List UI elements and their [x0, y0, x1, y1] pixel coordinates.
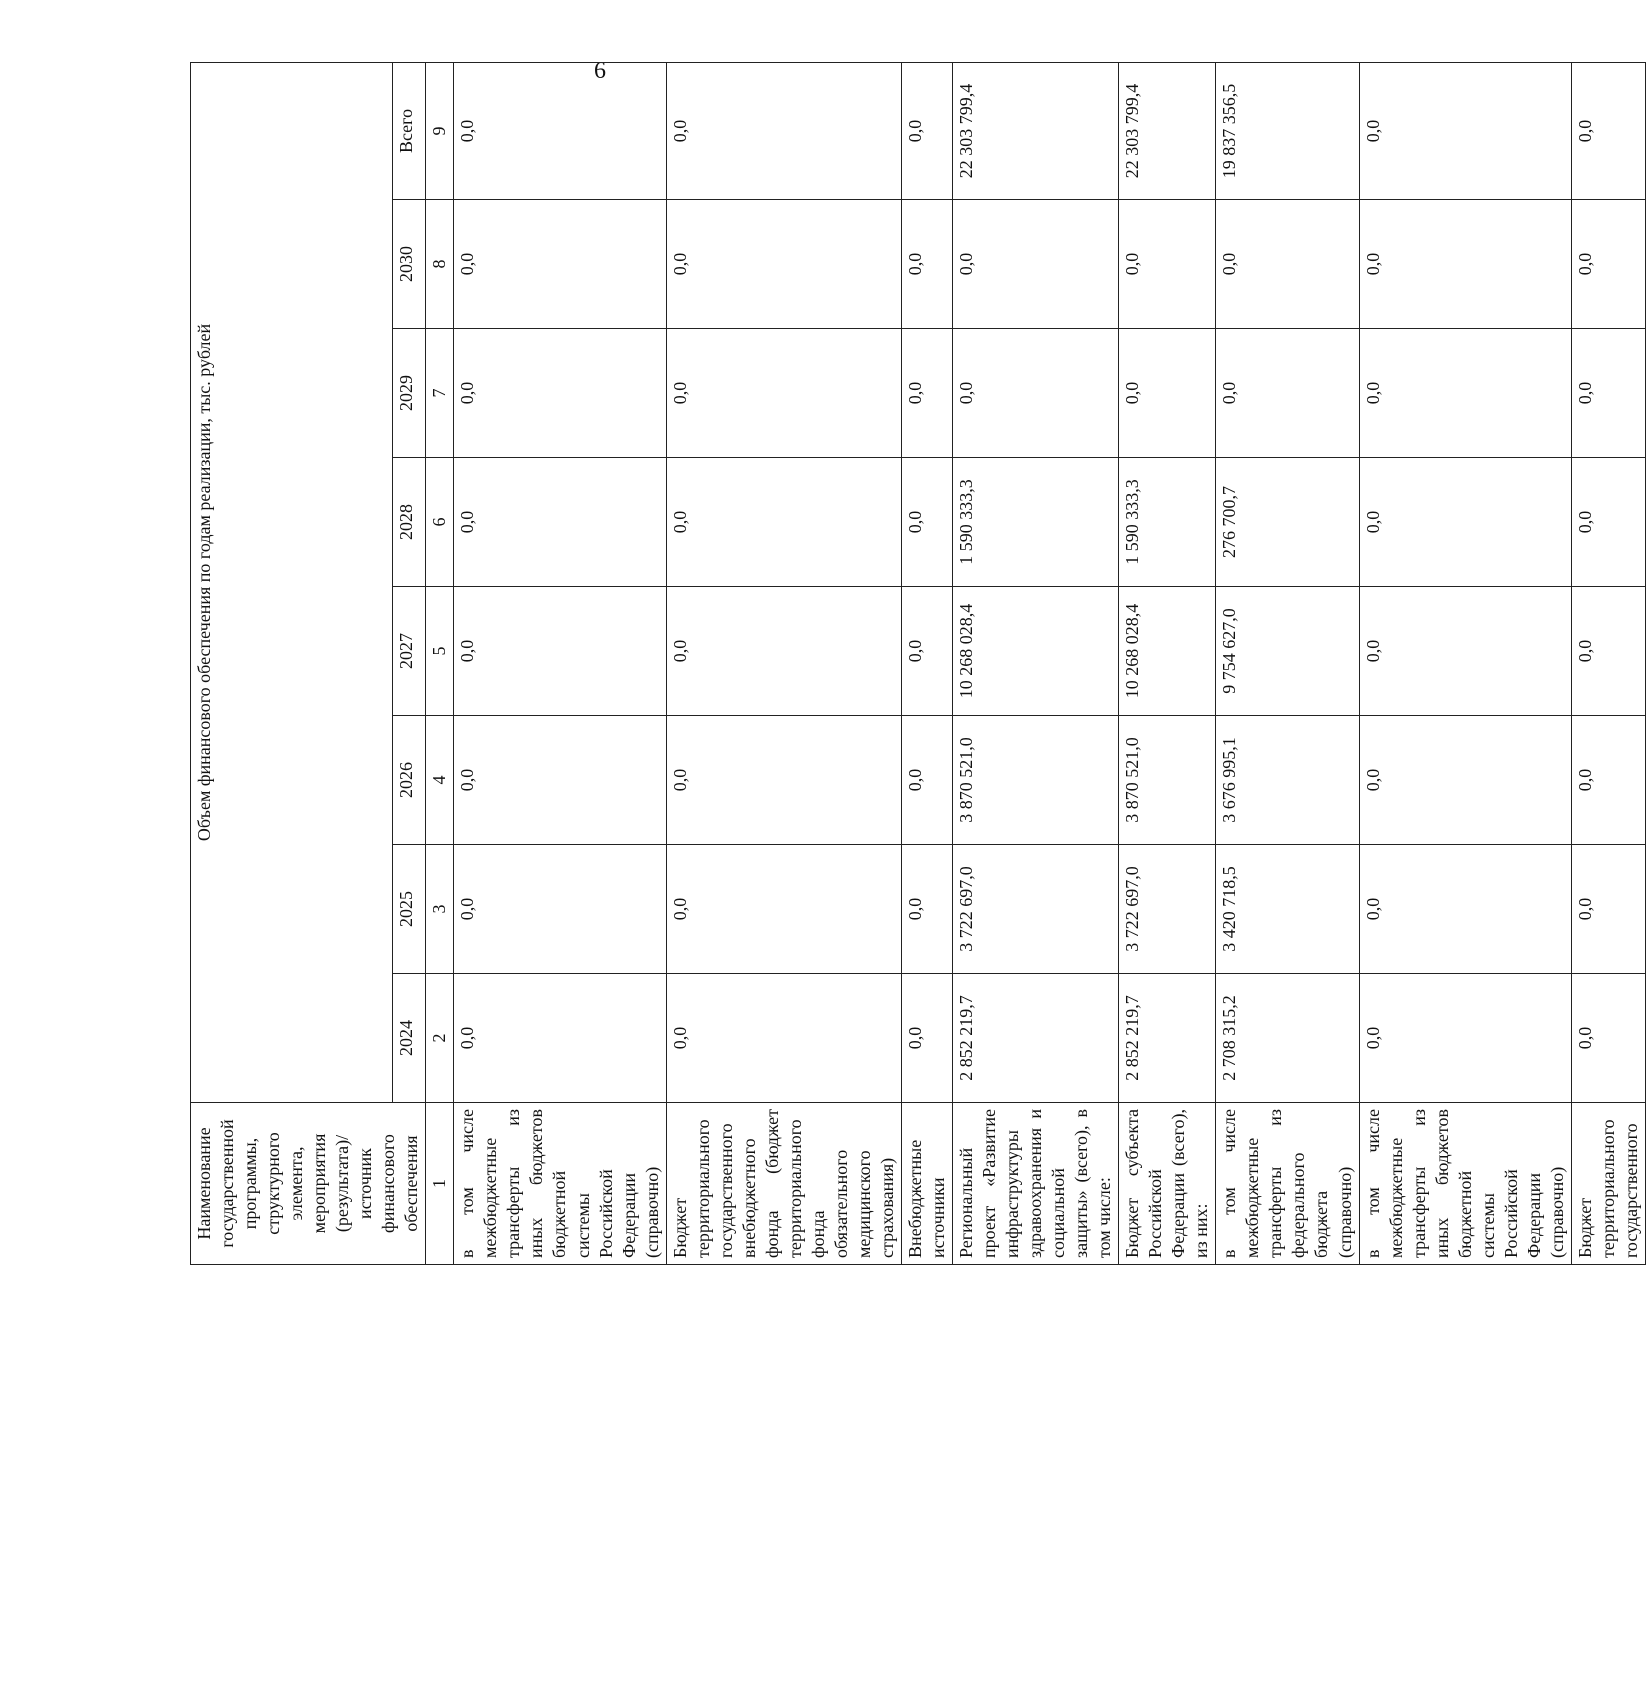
value-cell: 0,0 [454, 587, 666, 716]
value-cell: 276 700,7 [1216, 458, 1359, 587]
year-header: 2024 [392, 974, 426, 1103]
value-cell: 0,0 [454, 458, 666, 587]
row-name: Региональный проект «Развитие инфраструктуры здравоохранения и социальной защиты» (всего), в том числе: [953, 1103, 1119, 1265]
row-name: в том числе межбюджетные трансферты из иных бюджетов бюджетной системы Российской Федерации (справочно) [454, 1103, 666, 1265]
value-cell: 0,0 [454, 329, 666, 458]
value-cell: 0,0 [901, 62, 952, 199]
value-cell: 0,0 [901, 974, 952, 1103]
value-cell: 3 676 995,1 [1216, 716, 1359, 845]
table-row [454, 62, 666, 1264]
value-cell: 0,0 [1119, 329, 1216, 458]
value-cell: 3 870 521,0 [953, 716, 1119, 845]
value-cell: 10 268 028,4 [1119, 587, 1216, 716]
row-name: в том числе межбюджетные трансферты из федерального бюджета (справочно) [1216, 1103, 1359, 1265]
value-cell: 0,0 [901, 716, 952, 845]
value-cell: 0,0 [454, 716, 666, 845]
value-cell: 0,0 [1359, 587, 1571, 716]
value-cell: 22 303 799,4 [1119, 62, 1216, 199]
value-cell: 0,0 [901, 200, 952, 329]
column-number: 6 [426, 458, 454, 587]
value-cell: 0,0 [666, 329, 901, 458]
year-header: 2025 [392, 845, 426, 974]
rotated-table-container [190, 83, 1641, 1265]
year-header: 2029 [392, 329, 426, 458]
column-number: 2 [426, 974, 454, 1103]
year-header: 2027 [392, 587, 426, 716]
value-cell: 3 722 697,0 [1119, 845, 1216, 974]
page-number: 6 [594, 58, 606, 84]
table-row [901, 62, 952, 1264]
value-cell: 0,0 [666, 845, 901, 974]
value-cell: 0,0 [454, 200, 666, 329]
value-cell: 0,0 [666, 716, 901, 845]
value-cell: 0,0 [1359, 329, 1571, 458]
value-cell: 2 852 219,7 [1119, 974, 1216, 1103]
value-cell: 3 722 697,0 [953, 845, 1119, 974]
value-cell: 0,0 [901, 329, 952, 458]
row-name: Бюджет субъекта Российской Федерации (всего), из них: [1119, 1103, 1216, 1265]
value-cell: 0,0 [666, 62, 901, 199]
name-column-header: Наименование государственной программы, структурного элемента, мероприятия (результата)/источник финансового обеспечения [191, 1103, 426, 1265]
row-name: Бюджет территориального государственного [1571, 1103, 1645, 1265]
row-name: Внебюджетные источники [901, 1103, 952, 1265]
total-header: Всего [392, 62, 426, 199]
row-name: Бюджет территориального государственного внебюджетного фонда (бюджет территориального фонда обязательного медицинского страхования) [666, 1103, 901, 1265]
value-cell: 0,0 [1571, 716, 1645, 845]
column-number: 9 [426, 62, 454, 199]
value-cell: 0,0 [1571, 587, 1645, 716]
value-cell: 2 852 219,7 [953, 974, 1119, 1103]
value-cell: 0,0 [1571, 329, 1645, 458]
value-cell: 0,0 [1359, 974, 1571, 1103]
value-cell: 9 754 627,0 [1216, 587, 1359, 716]
column-number-row [426, 62, 454, 1264]
table-row [1216, 62, 1359, 1264]
financing-table [190, 62, 1646, 1265]
value-cell: 0,0 [1216, 200, 1359, 329]
value-cell: 1 590 333,3 [1119, 458, 1216, 587]
column-number: 4 [426, 716, 454, 845]
value-cell: 0,0 [1359, 458, 1571, 587]
value-cell: 0,0 [666, 974, 901, 1103]
year-header: 2028 [392, 458, 426, 587]
value-cell: 0,0 [666, 200, 901, 329]
value-cell: 22 303 799,4 [953, 62, 1119, 199]
row-name: в том числе межбюджетные трансферты из иных бюджетов бюджетной системы Российской Федерации (справочно) [1359, 1103, 1571, 1265]
value-cell: 1 590 333,3 [953, 458, 1119, 587]
value-cell: 19 837 356,5 [1216, 62, 1359, 199]
value-cell: 2 708 315,2 [1216, 974, 1359, 1103]
value-cell: 0,0 [666, 587, 901, 716]
column-number: 8 [426, 200, 454, 329]
year-header: 2026 [392, 716, 426, 845]
table-row [1571, 62, 1645, 1264]
value-cell: 0,0 [1571, 845, 1645, 974]
value-cell: 0,0 [1571, 974, 1645, 1103]
volume-header: Объем финансового обеспечения по годам реализации, тыс. рублей [191, 62, 393, 1102]
value-cell: 0,0 [1359, 62, 1571, 199]
header-row-1 [191, 62, 393, 1264]
value-cell: 0,0 [901, 587, 952, 716]
table-row [953, 62, 1119, 1264]
value-cell: 0,0 [1359, 716, 1571, 845]
value-cell: 0,0 [1571, 458, 1645, 587]
table-row [1359, 62, 1571, 1264]
value-cell: 3 870 521,0 [1119, 716, 1216, 845]
value-cell: 0,0 [1216, 329, 1359, 458]
value-cell: 3 420 718,5 [1216, 845, 1359, 974]
value-cell: 0,0 [1571, 62, 1645, 199]
table-row [666, 62, 901, 1264]
value-cell: 0,0 [1359, 200, 1571, 329]
table-row [1119, 62, 1216, 1264]
value-cell: 0,0 [454, 974, 666, 1103]
header-row-years [392, 62, 426, 1264]
value-cell: 0,0 [953, 200, 1119, 329]
value-cell: 0,0 [1571, 200, 1645, 329]
value-cell: 0,0 [901, 845, 952, 974]
value-cell: 0,0 [901, 458, 952, 587]
column-number: 1 [426, 1103, 454, 1265]
year-header: 2030 [392, 200, 426, 329]
column-number: 7 [426, 329, 454, 458]
value-cell: 0,0 [454, 62, 666, 199]
value-cell: 10 268 028,4 [953, 587, 1119, 716]
value-cell: 0,0 [454, 845, 666, 974]
value-cell: 0,0 [1359, 845, 1571, 974]
value-cell: 0,0 [953, 329, 1119, 458]
value-cell: 0,0 [1119, 200, 1216, 329]
column-number: 5 [426, 587, 454, 716]
column-number: 3 [426, 845, 454, 974]
value-cell: 0,0 [666, 458, 901, 587]
